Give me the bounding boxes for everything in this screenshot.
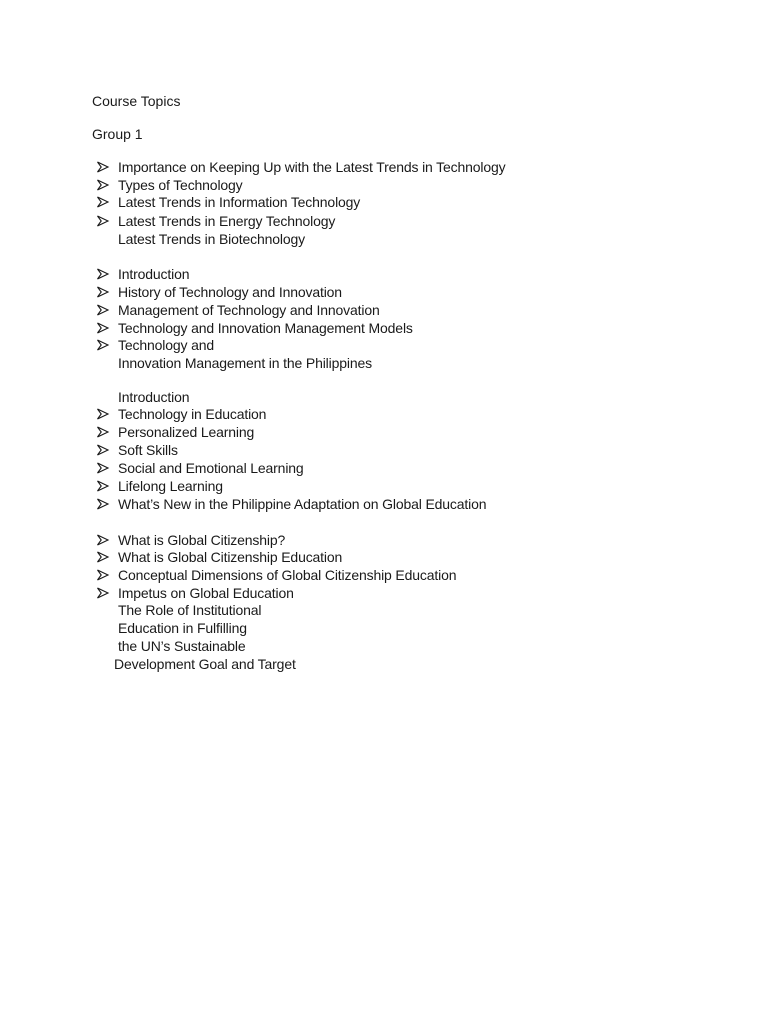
arrowhead-bullet-icon	[96, 336, 110, 354]
arrowhead-bullet-icon	[96, 584, 110, 602]
list-item-text: Introduction	[118, 389, 190, 405]
list-item-text: Personalized Learning	[118, 424, 255, 440]
list-item-text: the UN’s Sustainable	[118, 638, 246, 654]
list-item-text: Latest Trends in Energy Technology	[118, 213, 336, 229]
list-item-text: Latest Trends in Information Technology	[118, 194, 361, 210]
arrowhead-bullet-icon	[96, 301, 110, 319]
list-item-text: What’s New in the Philippine Adaptation on Global Education	[118, 496, 487, 512]
list-item-text: What is Global Citizenship?	[118, 532, 286, 548]
arrowhead-bullet-icon	[96, 193, 110, 211]
list-item-text: Management of Technology and Innovation	[118, 302, 380, 318]
arrowhead-bullet-icon	[96, 477, 110, 495]
arrowhead-bullet-icon	[96, 459, 110, 477]
list-item-text: The Role of Institutional	[118, 602, 262, 618]
arrowhead-bullet-icon	[96, 441, 110, 459]
arrowhead-bullet-icon	[96, 423, 110, 441]
arrowhead-bullet-icon	[96, 212, 110, 230]
arrowhead-bullet-icon	[96, 176, 110, 194]
list-item-text: Technology and Innovation Management Models	[118, 320, 413, 336]
list-item-text: History of Technology and Innovation	[118, 284, 342, 300]
list-item-text: Types of Technology	[118, 177, 243, 193]
list-item-text: Impetus on Global Education	[118, 585, 294, 601]
arrowhead-bullet-icon	[96, 405, 110, 423]
arrowhead-bullet-icon	[96, 158, 110, 176]
list-item-text: Social and Emotional Learning	[118, 460, 304, 476]
arrowhead-bullet-icon	[96, 265, 110, 283]
list-item-text: Conceptual Dimensions of Global Citizenship Education	[118, 567, 457, 583]
list-item-text: Technology in Education	[118, 406, 267, 422]
arrowhead-bullet-icon	[96, 495, 110, 513]
group-label: Group 1	[92, 126, 143, 142]
list-item-text: Latest Trends in Biotechnology	[118, 231, 305, 247]
list-item-text: Introduction	[118, 266, 190, 282]
list-item-text: Development Goal and Target	[114, 656, 296, 672]
list-item-text: Technology and	[118, 337, 214, 353]
arrowhead-bullet-icon	[96, 531, 110, 549]
arrowhead-bullet-icon	[96, 319, 110, 337]
list-item-text: Soft Skills	[118, 442, 178, 458]
list-item-text: Innovation Management in the Philippines	[118, 355, 372, 371]
arrowhead-bullet-icon	[96, 283, 110, 301]
list-item-text: Lifelong Learning	[118, 478, 223, 494]
list-item-text: Education in Fulfilling	[118, 620, 247, 636]
page-title: Course Topics	[92, 93, 181, 109]
arrowhead-bullet-icon	[96, 548, 110, 566]
list-item-text: Importance on Keeping Up with the Latest Trends in Technology	[118, 159, 506, 175]
arrowhead-bullet-icon	[96, 566, 110, 584]
list-item-text: What is Global Citizenship Education	[118, 549, 343, 565]
